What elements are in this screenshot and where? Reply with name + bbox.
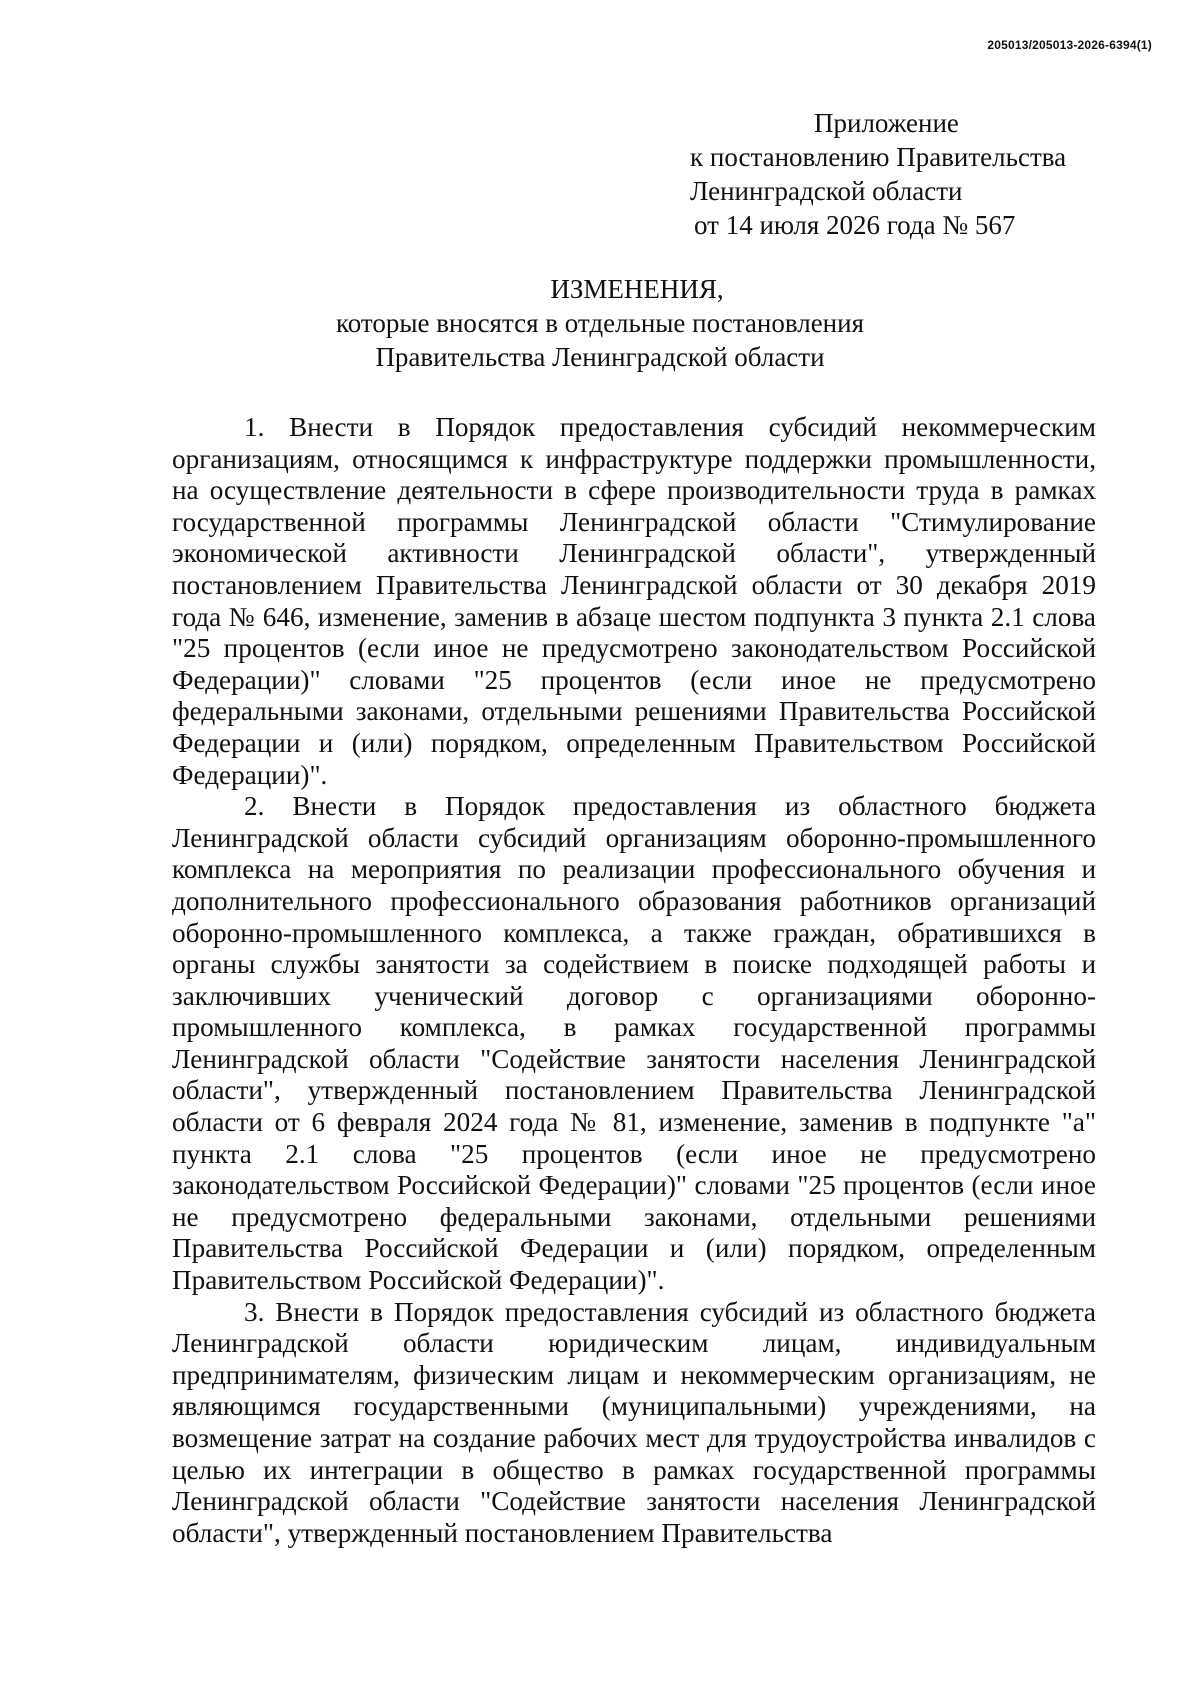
heading-title: ИЗМЕНЕНИЯ, bbox=[550, 274, 724, 304]
paragraph-item-3: 3. Внести в Порядок предоставления субсидий из областного бюджета Ленинградской области юридическим лицам, индивидуальным предпринимателям, физическим лицам и некоммерческим организациям, не являющимся государственными (муниципальными) учреждениями, на возмещение затрат на создание рабочих мест для трудоустройства инвалидов с целью их интеграции в общество в рамках государственной программы Ленинградской области "Содействие занятости населения Ленинградской области", утвержденный постановлением Правительства bbox=[172, 1296, 1096, 1548]
appendix-line-region: Ленинградской области bbox=[690, 176, 963, 206]
document-registration-number: 205013/205013-2026-6394(1) bbox=[987, 38, 1152, 52]
document-heading bbox=[0, 272, 1200, 374]
heading-subtitle-line1: которые вносятся в отдельные постановления bbox=[335, 308, 865, 338]
appendix-title: Приложение bbox=[814, 108, 959, 138]
appendix-line-resolution: к постановлению Правительства bbox=[690, 142, 1067, 172]
paragraph-item-2: 2. Внести в Порядок предоставления из областного бюджета Ленинградской области субсидий организациям оборонно-промышленного комплекса на мероприятия по реализации профессионального обучения и дополнительного профессионального образования работников организаций оборонно-промышленного комплекса, а также граждан, обратившихся в органы службы занятости за содействием в поиске подходящей работы и заключивших ученический договор с организациями оборонно-промышленного комплекса, в рамках государственной программы Ленинградской области "Содействие занятости населения Ленинградской области", утвержденный постановлением Правительства Ленинградской области от 6 февраля 2024 года № 81, изменение, заменив в подпункте "а" пункта 2.1 слова "25 процентов (если иное не предусмотрено законодательством Российской Федерации)" словами "25 процентов (если иное не предусмотрено федеральными законами, отдельными решениями Правительства Российской Федерации и (или) порядком, определенным Правительством Российской Федерации)". bbox=[172, 791, 1096, 1296]
document-body bbox=[172, 412, 1096, 1549]
heading-subtitle-line2: Правительства Ленинградской области bbox=[375, 342, 825, 372]
paragraph-item-1: 1. Внести в Порядок предоставления субсидий некоммерческим организациям, относящимся к инфраструктуре поддержки промышленности, на осуществление деятельности в сфере производительности труда в рамках государственной программы Ленинградской области "Стимулирование экономической активности Ленинградской области", утвержденный постановлением Правительства Ленинградской области от 30 декабря 2019 года № 646, изменение, заменив в абзаце шестом подпункта 3 пункта 2.1 слова "25 процентов (если иное не предусмотрено законодательством Российской Федерации)" словами "25 процентов (если иное не предусмотрено федеральными законами, отдельными решениями Правительства Российской Федерации и (или) порядком, определенным Правительством Российской Федерации)". bbox=[172, 412, 1096, 790]
appendix-date-number: от 14 июля 2026 года № 567 bbox=[694, 210, 1016, 240]
appendix-block bbox=[690, 106, 1110, 242]
